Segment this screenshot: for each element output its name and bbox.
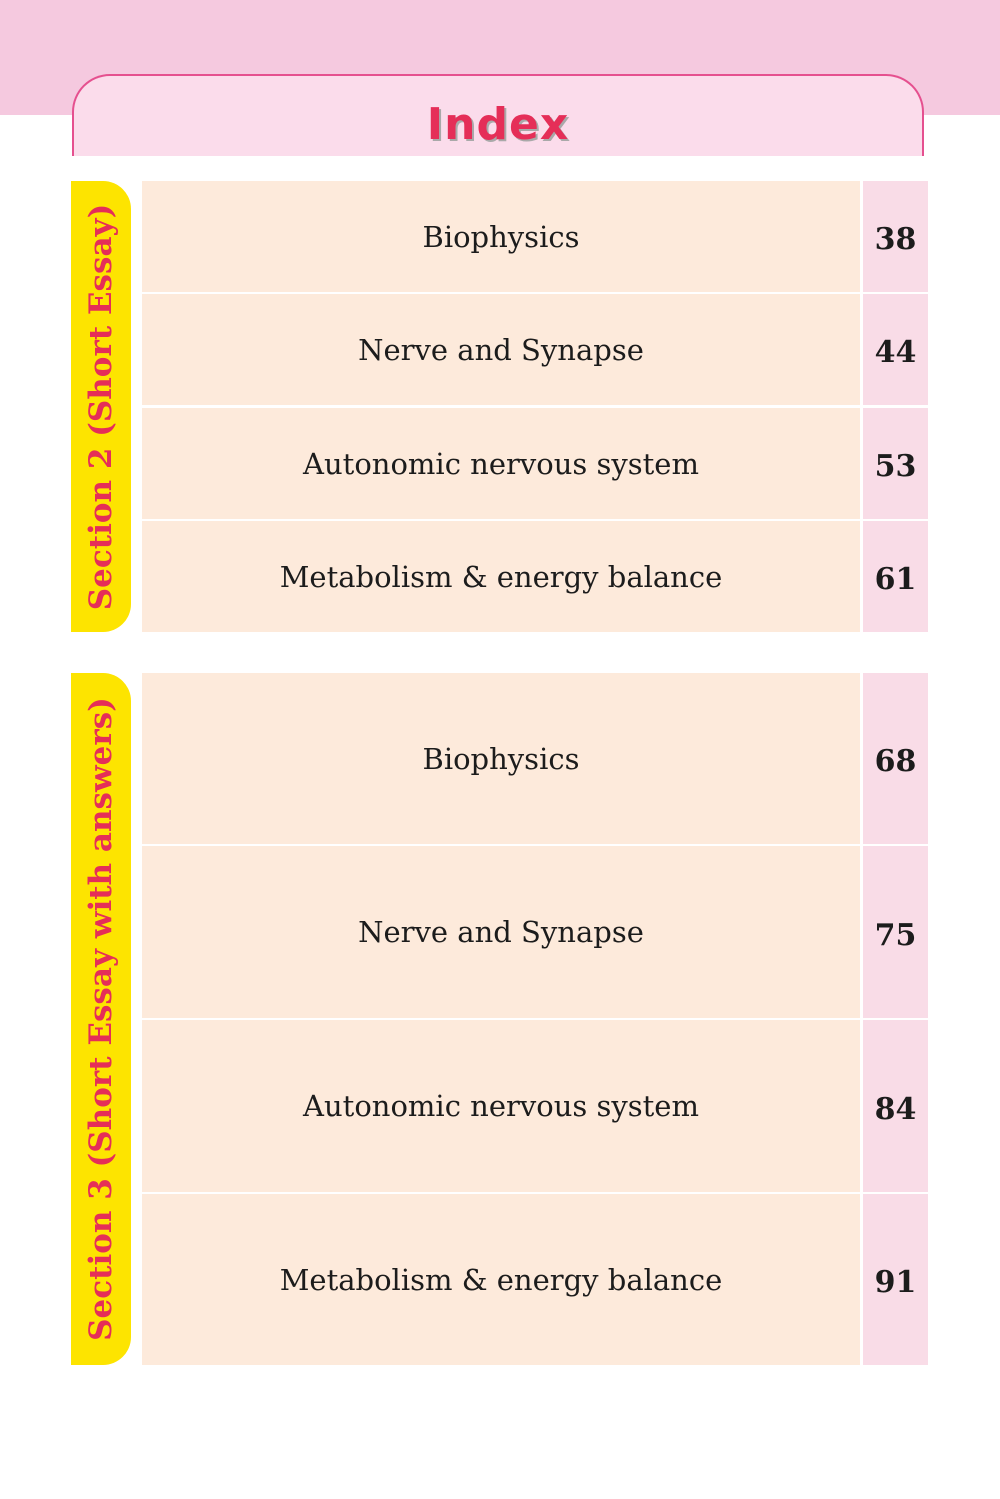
row-title: Metabolism & energy balance xyxy=(142,1194,860,1365)
section-2-label-text: Section 2 (Short Essay) xyxy=(83,203,119,610)
row-title: Nerve and Synapse xyxy=(142,846,860,1018)
page-title: Index xyxy=(426,99,570,150)
row-page-number: 44 xyxy=(863,294,928,405)
table-row[interactable] xyxy=(142,294,928,405)
table-row[interactable] xyxy=(142,1020,928,1192)
table-row[interactable] xyxy=(142,1194,928,1365)
section-3-table xyxy=(142,673,928,1365)
row-page-number: 53 xyxy=(863,408,928,519)
table-row[interactable] xyxy=(142,181,928,292)
table-row[interactable] xyxy=(142,521,928,632)
section-2-table xyxy=(142,181,928,632)
row-page-number: 84 xyxy=(863,1020,928,1192)
row-title: Nerve and Synapse xyxy=(142,294,860,405)
row-page-number: 68 xyxy=(863,673,928,844)
table-row[interactable] xyxy=(142,408,928,519)
index-header-tab xyxy=(72,74,924,156)
section-3-label xyxy=(71,673,131,1365)
row-title: Autonomic nervous system xyxy=(142,1020,860,1192)
section-2-label xyxy=(71,181,131,632)
row-page-number: 38 xyxy=(863,181,928,292)
row-page-number: 91 xyxy=(863,1194,928,1365)
row-title: Autonomic nervous system xyxy=(142,408,860,519)
row-title: Biophysics xyxy=(142,673,860,844)
row-page-number: 75 xyxy=(863,846,928,1018)
row-page-number: 61 xyxy=(863,521,928,632)
row-title: Metabolism & energy balance xyxy=(142,521,860,632)
table-row[interactable] xyxy=(142,673,928,844)
row-title: Biophysics xyxy=(142,181,860,292)
table-row[interactable] xyxy=(142,846,928,1018)
section-3-label-text: Section 3 (Short Essay with answers) xyxy=(83,697,119,1341)
